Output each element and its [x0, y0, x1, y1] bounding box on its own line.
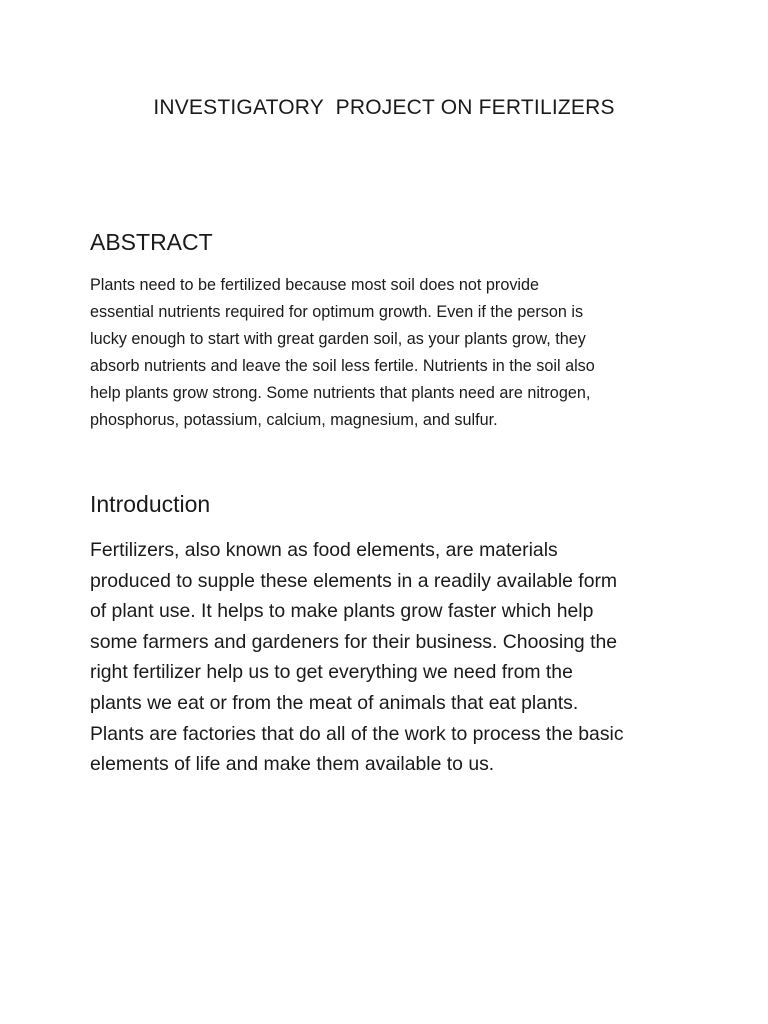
abstract-line: Plants need to be fertilized because most soil does not provide	[90, 276, 540, 294]
document-title: INVESTIGATORY PROJECT ON FERTILIZERS	[153, 96, 615, 119]
abstract-line: phosphorus, potassium, calcium, magnesium, and sulfur.	[90, 411, 498, 429]
abstract-line: essential nutrients required for optimum growth. Even if the person is	[90, 303, 584, 321]
abstract-heading: ABSTRACT	[90, 229, 213, 255]
abstract-line: help plants grow strong. Some nutrients that plants need are nitrogen,	[90, 384, 591, 402]
introduction-paragraph	[90, 535, 690, 780]
introduction-line: Plants are factories that do all of the work to process the basic	[90, 722, 624, 745]
introduction-line: produced to supple these elements in a readily available form	[90, 569, 618, 592]
introduction-heading: Introduction	[90, 491, 211, 517]
abstract-paragraph	[90, 272, 690, 434]
introduction-line: some farmers and gardeners for their business. Choosing the	[90, 630, 618, 653]
introduction-line: right fertilizer help us to get everything we need from the	[90, 661, 573, 684]
introduction-line: plants we eat or from the meat of animals that eat plants.	[90, 691, 579, 714]
introduction-line: Fertilizers, also known as food elements, are materials	[90, 539, 558, 561]
abstract-line: absorb nutrients and leave the soil less fertile. Nutrients in the soil also	[90, 357, 595, 375]
introduction-line: of plant use. It helps to make plants grow faster which help	[90, 600, 594, 623]
introduction-line: elements of life and make them available to us.	[90, 753, 495, 776]
abstract-line: lucky enough to start with great garden soil, as your plants grow, they	[90, 330, 586, 348]
